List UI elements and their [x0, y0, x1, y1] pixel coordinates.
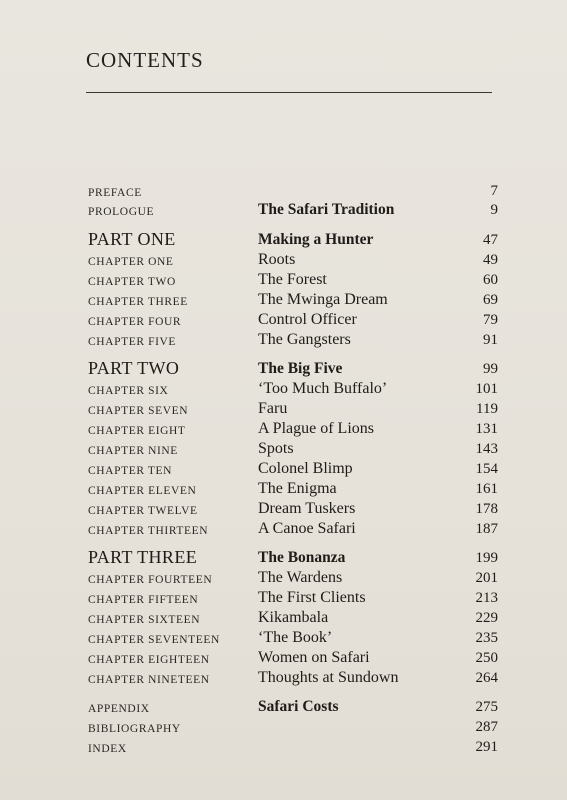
entry-label: CHAPTER TEN — [88, 465, 173, 477]
toc-entry — [0, 717, 567, 737]
entry-label: INDEX — [88, 743, 127, 755]
entry-label: CHAPTER FIVE — [88, 336, 177, 348]
page-number: 213 — [475, 590, 498, 606]
page-number: 60 — [483, 272, 498, 288]
entry-title: The Safari Tradition — [258, 201, 395, 218]
toc-entry — [0, 330, 567, 350]
page-number: 201 — [475, 570, 498, 586]
entry-title: Faru — [258, 400, 288, 417]
toc-entry — [0, 200, 567, 220]
page-number: 91 — [483, 332, 498, 348]
entry-title: A Canoe Safari — [258, 520, 356, 537]
entry-title: ‘The Book’ — [258, 629, 333, 646]
toc-entry — [0, 568, 567, 588]
entry-title: Control Officer — [258, 311, 357, 328]
entry-label: CHAPTER FIFTEEN — [88, 594, 199, 606]
entry-label: CHAPTER EIGHT — [88, 425, 186, 437]
entry-label: CHAPTER NINETEEN — [88, 674, 210, 686]
page-number: 101 — [475, 381, 498, 397]
part-label: PART TWO — [88, 358, 180, 378]
entry-label: BIBLIOGRAPHY — [88, 723, 181, 735]
page-number: 49 — [483, 252, 498, 268]
page-number: 143 — [475, 441, 498, 457]
entry-label: CHAPTER SIXTEEN — [88, 614, 201, 626]
toc-entry — [0, 628, 567, 648]
entry-title: Colonel Blimp — [258, 460, 353, 477]
toc-entry — [0, 459, 567, 479]
contents-heading: CONTENTS — [86, 48, 204, 72]
entry-title: The First Clients — [258, 589, 366, 606]
entry-label: PREFACE — [88, 187, 142, 199]
toc-entry — [0, 399, 567, 419]
page-number: 161 — [475, 481, 498, 497]
page-number: 119 — [476, 401, 498, 417]
entry-title: The Big Five — [258, 360, 343, 377]
page-number: 229 — [475, 610, 498, 626]
page-number: 69 — [483, 292, 498, 308]
page-number: 291 — [475, 739, 498, 755]
entry-title: Making a Hunter — [258, 231, 374, 248]
toc-entry — [0, 270, 567, 290]
toc-entry — [0, 519, 567, 539]
toc-entry — [0, 499, 567, 519]
entry-title: Roots — [258, 251, 296, 268]
page-number: 250 — [475, 650, 498, 666]
page-number: 47 — [483, 232, 498, 248]
toc-entry — [0, 181, 567, 201]
entry-label: CHAPTER ELEVEN — [88, 485, 197, 497]
entry-title: Safari Costs — [258, 698, 339, 715]
entry-label: CHAPTER SIX — [88, 385, 169, 397]
toc-entry — [0, 548, 567, 568]
entry-title: Thoughts at Sundown — [258, 669, 399, 686]
page-number: 264 — [475, 670, 498, 686]
toc-entry — [0, 439, 567, 459]
part-label: PART THREE — [88, 547, 198, 567]
toc-entry — [0, 588, 567, 608]
entry-title: Spots — [258, 440, 294, 457]
part-label: PART ONE — [88, 229, 176, 249]
page-number: 287 — [475, 719, 498, 735]
entry-title: Dream Tuskers — [258, 500, 356, 517]
page-number: 178 — [475, 501, 498, 517]
entry-label: CHAPTER THIRTEEN — [88, 525, 209, 537]
entry-label: CHAPTER EIGHTEEN — [88, 654, 210, 666]
toc-entry — [0, 310, 567, 330]
toc-entry — [0, 737, 567, 757]
entry-title: The Forest — [258, 271, 327, 288]
toc-entry — [0, 648, 567, 668]
toc-entry — [0, 697, 567, 717]
entry-label: CHAPTER ONE — [88, 256, 174, 268]
page-number: 131 — [475, 421, 498, 437]
entry-title: The Mwinga Dream — [258, 291, 388, 308]
page-number: 199 — [475, 550, 498, 566]
toc-entry — [0, 290, 567, 310]
toc-entry — [0, 419, 567, 439]
toc-entry — [0, 479, 567, 499]
toc-entry — [0, 359, 567, 379]
entry-label: CHAPTER SEVEN — [88, 405, 189, 417]
entry-label: CHAPTER TWO — [88, 276, 176, 288]
entry-title: A Plague of Lions — [258, 420, 374, 437]
toc-entry — [0, 668, 567, 688]
entry-title: The Gangsters — [258, 331, 351, 348]
toc-entry — [0, 379, 567, 399]
entry-label: CHAPTER SEVENTEEN — [88, 634, 220, 646]
page-number: 9 — [490, 202, 498, 218]
entry-label: CHAPTER NINE — [88, 445, 178, 457]
entry-label: CHAPTER FOURTEEN — [88, 574, 213, 586]
page-number: 7 — [490, 183, 498, 199]
toc-entry — [0, 230, 567, 250]
entry-title: Kikambala — [258, 609, 329, 626]
entry-title: Women on Safari — [258, 649, 370, 666]
page-number: 99 — [483, 361, 498, 377]
page-number: 275 — [475, 699, 498, 715]
entry-title: The Enigma — [258, 480, 337, 497]
entry-label: CHAPTER FOUR — [88, 316, 182, 328]
entry-title: The Bonanza — [258, 549, 346, 566]
page-number: 187 — [475, 521, 498, 537]
entry-label: CHAPTER THREE — [88, 296, 188, 308]
toc-entry — [0, 608, 567, 628]
entry-label: PROLOGUE — [88, 206, 155, 218]
page-number: 154 — [475, 461, 498, 477]
entry-title: ‘Too Much Buffalo’ — [258, 380, 388, 397]
entry-label: APPENDIX — [88, 703, 150, 715]
page-number: 79 — [483, 312, 498, 328]
entry-title: The Wardens — [258, 569, 343, 586]
toc-entry — [0, 250, 567, 270]
entry-label: CHAPTER TWELVE — [88, 505, 198, 517]
page-number: 235 — [475, 630, 498, 646]
